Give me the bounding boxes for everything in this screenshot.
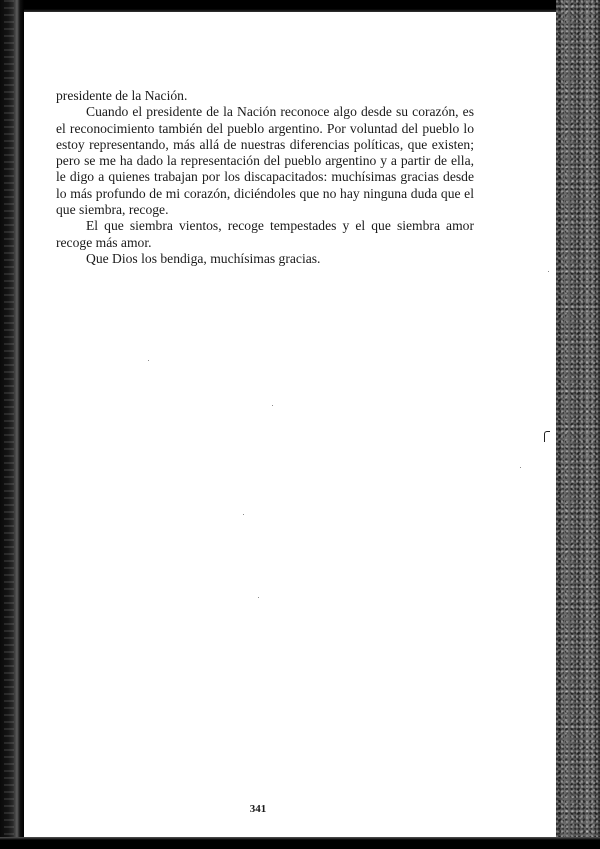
scan-speck [520, 467, 521, 468]
scan-speck [148, 360, 149, 361]
scan-left-binding-edge [0, 0, 24, 849]
page-body [56, 88, 474, 267]
scan-right-edge [556, 0, 600, 849]
paragraph-3: El que siembra vientos, recoge tempestades y el que siembra amor recoge más amor. [56, 218, 474, 250]
scan-speck [272, 405, 273, 406]
scan-bottom-edge [0, 837, 600, 849]
scan-top-edge [0, 0, 600, 12]
scan-speck [258, 597, 259, 598]
paragraph-4: Que Dios los bendiga, muchísimas gracias. [86, 250, 321, 266]
page-number: 341 [249, 803, 267, 815]
paragraph-2: Cuando el presidente de la Nación reconoce algo desde su corazón, es el reconocimiento también del pueblo argentino. Por voluntad del pueblo lo estoy representando, más allá de nuestras diferencias políticas, que existen; pero se me ha dado la representación del pueblo argentino y a partir de ella, le digo a quienes trabajan por los discapacitados: muchísimas gracias desde lo más profundo de mi corazón, diciéndoles que no hay ninguna duda que el que siembra, recoge. [56, 104, 474, 218]
paragraph-1: presidente de la Nación. [56, 88, 188, 103]
scan-speck [243, 514, 244, 515]
scan-speck [548, 271, 549, 272]
scan-ink-mark [544, 431, 550, 442]
